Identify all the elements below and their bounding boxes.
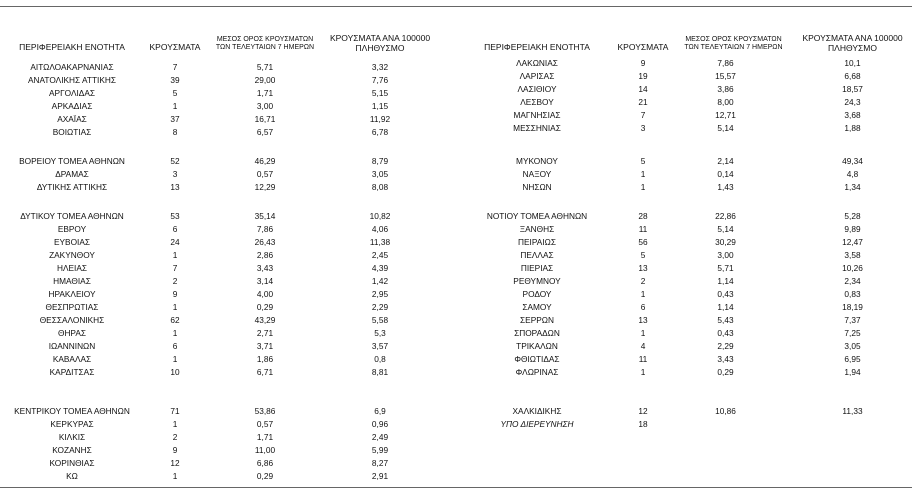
left-cell-cases: 3	[172, 169, 178, 179]
left-cell-cases: 1	[172, 328, 178, 338]
left-table-row	[0, 457, 912, 469]
right-cell-cases: 5	[640, 250, 646, 260]
left-cell-per-100k: 3,32	[371, 62, 389, 72]
left-cell-avg: 0,57	[256, 419, 274, 429]
left-cell-cases: 52	[170, 156, 180, 166]
left-cell-name: ΔΡΑΜΑΣ	[55, 169, 89, 179]
left-cell-avg: 35,14	[254, 211, 276, 221]
left-cell-avg: 3,14	[256, 276, 274, 286]
right-cell-per-100k: 11,33	[842, 406, 863, 416]
right-header-avg	[676, 36, 791, 52]
right-cell-name: ΛΑΣΙΘΙΟΥ	[517, 84, 557, 94]
left-cell-cases: 2	[172, 276, 178, 286]
right-table-row	[0, 83, 912, 95]
left-cell-per-100k: 11,92	[369, 114, 391, 124]
right-cell-name: ΧΑΛΚΙΔΙΚΗΣ	[512, 406, 562, 416]
left-cell-cases: 8	[172, 127, 178, 137]
left-header-avg-line1: ΜΕΣΟΣ ΟΡΟΣ ΚΡΟΥΣΜΑΤΩΝ	[216, 36, 314, 43]
right-cell-avg: 5,14	[717, 123, 734, 133]
right-cell-name: ΛΑΡΙΣΑΣ	[519, 71, 555, 81]
right-table-row	[0, 405, 912, 417]
left-cell-per-100k: 0,96	[371, 419, 389, 429]
left-cell-per-100k: 5,3	[374, 328, 386, 338]
right-table-row	[0, 288, 912, 300]
left-cell-per-100k: 1,15	[371, 101, 389, 111]
right-cell-avg: 0,14	[717, 169, 734, 179]
right-table-row	[0, 155, 912, 167]
left-cell-avg: 1,71	[256, 88, 274, 98]
left-cell-name: ΕΥΒΟΙΑΣ	[53, 237, 91, 247]
left-cell-avg: 26,43	[254, 237, 276, 247]
right-cell-per-100k: 18,19	[842, 302, 863, 312]
left-cell-name: ΕΒΡΟΥ	[57, 224, 87, 234]
left-header-avg-line2: ΤΩΝ ΤΕΛΕΥΤΑΙΩΝ 7 ΗΜΕΡΩΝ	[215, 44, 315, 52]
left-cell-avg: 6,57	[256, 127, 274, 137]
right-cell-name: ΦΘΙΩΤΙΔΑΣ	[514, 354, 560, 364]
left-cell-per-100k: 5,15	[371, 88, 389, 98]
right-cell-avg: 1,14	[717, 302, 734, 312]
right-cell-avg: 5,14	[717, 224, 734, 234]
right-cell-cases: 9	[640, 58, 646, 68]
left-cell-cases: 24	[170, 237, 180, 247]
right-cell-cases: 1	[640, 182, 646, 192]
left-cell-cases: 13	[170, 182, 180, 192]
right-table-row	[0, 314, 912, 326]
right-header-cases: ΚΡΟΥΣΜΑΤΑ	[617, 42, 669, 52]
right-cell-avg: 2,14	[717, 156, 734, 166]
right-table-row	[0, 109, 912, 121]
left-cell-per-100k: 6,78	[371, 127, 389, 137]
right-cell-name: ΦΛΩΡΙΝΑΣ	[515, 367, 559, 377]
left-cell-cases: 53	[170, 211, 180, 221]
right-cell-avg: 10,86	[715, 406, 736, 416]
left-cell-name: ΒΟΙΩΤΙΑΣ	[52, 127, 92, 137]
right-cell-name: ΥΠΟ ΔΙΕΡΕΥΝΗΣΗ	[500, 419, 574, 429]
right-cell-cases: 19	[638, 71, 648, 81]
left-cell-name: ΗΡΑΚΛΕΙΟΥ	[48, 289, 96, 299]
left-table-row	[0, 431, 912, 443]
right-cell-avg: 15,57	[715, 71, 736, 81]
right-cell-name: ΝΑΞΟΥ	[522, 169, 552, 179]
right-cell-avg: 1,14	[717, 276, 734, 286]
right-cell-cases: 56	[638, 237, 648, 247]
left-cell-per-100k: 2,45	[371, 250, 389, 260]
left-header-per100k	[325, 34, 435, 54]
left-cell-name: ΑΡΚΑΔΙΑΣ	[51, 101, 93, 111]
left-cell-name: ΙΩΑΝΝΙΝΩΝ	[48, 341, 96, 351]
left-cell-cases: 7	[172, 263, 178, 273]
right-cell-per-100k: 7,37	[844, 315, 861, 325]
right-header-avg-line1: ΜΕΣΟΣ ΟΡΟΣ ΚΡΟΥΣΜΑΤΩΝ	[685, 36, 782, 43]
left-cell-name: ΚΩ	[66, 471, 78, 481]
left-cell-cases: 1	[172, 471, 178, 481]
right-cell-avg: 12,71	[715, 110, 736, 120]
left-cell-cases: 39	[170, 75, 180, 85]
right-cell-cases: 21	[638, 97, 648, 107]
right-cell-name: ΡΕΘΥΜΝΟΥ	[513, 276, 561, 286]
bottom-rule	[0, 487, 912, 488]
left-cell-cases: 6	[172, 224, 178, 234]
right-cell-cases: 1	[640, 289, 646, 299]
right-table-row	[0, 168, 912, 180]
left-cell-per-100k: 11,38	[369, 237, 391, 247]
right-cell-name: ΜΥΚΟΝΟΥ	[516, 156, 558, 166]
left-cell-avg: 53,86	[254, 406, 276, 416]
left-cell-avg: 0,29	[256, 471, 274, 481]
right-cell-name: ΜΕΣΣΗΝΙΑΣ	[513, 123, 561, 133]
left-cell-avg: 1,86	[256, 354, 274, 364]
right-table-row	[0, 223, 912, 235]
left-cell-name: ΑΧΑΪΑΣ	[57, 114, 87, 124]
left-cell-avg: 7,86	[256, 224, 274, 234]
right-cell-per-100k: 2,34	[844, 276, 861, 286]
left-cell-name: ΚΕΡΚΥΡΑΣ	[50, 419, 94, 429]
right-cell-per-100k: 49,34	[842, 156, 863, 166]
right-cell-name: ΜΑΓΝΗΣΙΑΣ	[513, 110, 561, 120]
left-cell-per-100k: 0,8	[374, 354, 386, 364]
left-cell-name: ΗΛΕΙΑΣ	[56, 263, 88, 273]
left-cell-name: ΘΕΣΣΑΛΟΝΙΚΗΣ	[39, 315, 105, 325]
right-table-row	[0, 236, 912, 248]
right-cell-cases: 1	[640, 328, 646, 338]
right-cell-name: ΤΡΙΚΑΛΩΝ	[516, 341, 558, 351]
left-cell-avg: 0,29	[256, 302, 274, 312]
right-table-row	[0, 96, 912, 108]
right-cell-per-100k: 12,47	[842, 237, 863, 247]
right-cell-cases: 6	[640, 302, 646, 312]
left-cell-per-100k: 2,95	[371, 289, 389, 299]
right-cell-per-100k: 24,3	[844, 97, 861, 107]
right-cell-cases: 11	[638, 354, 648, 364]
left-cell-avg: 5,71	[256, 62, 274, 72]
left-cell-per-100k: 6,9	[374, 406, 386, 416]
left-header-per100k-line2: ΠΛΗΘΥΣΜΟ	[355, 42, 405, 53]
right-cell-per-100k: 4,8	[846, 169, 859, 179]
right-cell-avg: 3,86	[717, 84, 734, 94]
left-cell-cases: 6	[172, 341, 178, 351]
right-cell-per-100k: 10,26	[842, 263, 863, 273]
right-cell-name: ΣΕΡΡΩΝ	[520, 315, 554, 325]
right-cell-avg: 1,43	[717, 182, 734, 192]
left-cell-name: ΑΡΓΟΛΙΔΑΣ	[49, 88, 95, 98]
right-cell-per-100k: 6,95	[844, 354, 861, 364]
left-cell-cases: 12	[170, 458, 180, 468]
right-table-row	[0, 418, 912, 430]
right-cell-per-100k: 1,88	[844, 123, 861, 133]
left-cell-cases: 62	[170, 315, 180, 325]
left-cell-name: ΖΑΚΥΝΘΟΥ	[49, 250, 95, 260]
left-cell-per-100k: 10,82	[369, 211, 391, 221]
right-cell-per-100k: 18,57	[842, 84, 863, 94]
right-table-row	[0, 57, 912, 69]
right-header-per100k	[795, 34, 910, 54]
left-cell-avg: 1,71	[256, 432, 274, 442]
left-cell-per-100k: 4,06	[371, 224, 389, 234]
left-cell-cases: 9	[172, 289, 178, 299]
left-cell-name: ΔΥΤΙΚΟΥ ΤΟΜΕΑ ΑΘΗΝΩΝ	[20, 211, 124, 221]
right-cell-name: ΞΑΝΘΗΣ	[519, 224, 555, 234]
right-cell-avg: 22,86	[715, 211, 736, 221]
left-cell-per-100k: 5,99	[371, 445, 389, 455]
right-cell-avg: 7,86	[717, 58, 734, 68]
right-cell-cases: 14	[638, 84, 648, 94]
left-header-per100k-line1: ΚΡΟΥΣΜΑΤΑ ΑΝΑ 100000	[329, 33, 431, 43]
right-cell-avg: 0,43	[717, 289, 734, 299]
right-table-row	[0, 122, 912, 134]
left-cell-name: ΘΕΣΠΡΩΤΙΑΣ	[45, 302, 99, 312]
left-cell-per-100k: 2,91	[371, 471, 389, 481]
right-table-row	[0, 181, 912, 193]
left-cell-per-100k: 3,57	[371, 341, 389, 351]
right-cell-per-100k: 6,68	[844, 71, 861, 81]
right-cell-avg: 3,43	[717, 354, 734, 364]
right-table-row	[0, 262, 912, 274]
right-cell-cases: 3	[640, 123, 646, 133]
right-cell-avg: 3,00	[717, 250, 734, 260]
left-cell-avg: 46,29	[254, 156, 276, 166]
left-cell-cases: 2	[172, 432, 178, 442]
left-cell-avg: 3,00	[256, 101, 274, 111]
right-cell-per-100k: 1,34	[844, 182, 861, 192]
left-cell-per-100k: 1,42	[371, 276, 389, 286]
right-table-row	[0, 353, 912, 365]
left-cell-avg: 12,29	[254, 182, 276, 192]
right-cell-cases: 1	[640, 367, 646, 377]
right-table-row	[0, 70, 912, 82]
left-cell-cases: 1	[172, 302, 178, 312]
left-cell-name: ΚΕΝΤΡΙΚΟΥ ΤΟΜΕΑ ΑΘΗΝΩΝ	[14, 406, 130, 416]
left-cell-cases: 1	[172, 419, 178, 429]
left-cell-avg: 3,71	[256, 341, 274, 351]
right-table-row	[0, 301, 912, 313]
right-cell-name: ΣΠΟΡΑΔΩΝ	[514, 328, 560, 338]
right-cell-avg: 30,29	[715, 237, 736, 247]
right-cell-per-100k: 3,68	[844, 110, 861, 120]
right-cell-per-100k: 5,28	[844, 211, 861, 221]
left-cell-cases: 10	[170, 367, 180, 377]
left-cell-cases: 9	[172, 445, 178, 455]
left-cell-name: ΘΗΡΑΣ	[57, 328, 87, 338]
right-cell-avg: 8,00	[717, 97, 734, 107]
left-table-row	[0, 444, 912, 456]
left-cell-avg: 4,00	[256, 289, 274, 299]
right-cell-avg: 5,43	[717, 315, 734, 325]
right-header-region: ΠΕΡΙΦΕΡΕΙΑΚΗ ΕΝΟΤΗΤΑ	[484, 42, 590, 52]
right-cell-per-100k: 7,25	[844, 328, 861, 338]
right-cell-name: ΛΑΚΩΝΙΑΣ	[516, 58, 558, 68]
right-table-row	[0, 366, 912, 378]
top-rule	[0, 6, 912, 7]
right-cell-avg: 2,29	[717, 341, 734, 351]
right-header-per100k-line2: ΠΛΗΘΥΣΜΟ	[828, 42, 877, 53]
right-cell-per-100k: 0,83	[844, 289, 861, 299]
left-cell-avg: 29,00	[254, 75, 276, 85]
right-cell-avg: 0,43	[717, 328, 734, 338]
left-cell-per-100k: 8,79	[371, 156, 389, 166]
left-cell-avg: 0,57	[256, 169, 274, 179]
left-table-row	[0, 470, 912, 482]
left-cell-per-100k: 8,08	[371, 182, 389, 192]
left-cell-avg: 16,71	[254, 114, 276, 124]
left-cell-name: ΑΙΤΩΛΟΑΚΑΡΝΑΝΙΑΣ	[30, 62, 114, 72]
right-cell-name: ΠΕΙΡΑΙΩΣ	[518, 237, 556, 247]
right-cell-per-100k: 3,05	[844, 341, 861, 351]
right-cell-cases: 12	[638, 406, 648, 416]
right-cell-name: ΠΙΕΡΙΑΣ	[520, 263, 554, 273]
right-table-row	[0, 249, 912, 261]
right-cell-avg: 5,71	[717, 263, 734, 273]
right-cell-name: ΠΕΛΛΑΣ	[520, 250, 554, 260]
right-table-row	[0, 340, 912, 352]
right-table-row	[0, 210, 912, 222]
right-cell-cases: 18	[638, 419, 648, 429]
right-cell-cases: 13	[638, 315, 648, 325]
left-cell-per-100k: 2,49	[371, 432, 389, 442]
left-cell-cases: 71	[170, 406, 180, 416]
left-cell-cases: 5	[172, 88, 178, 98]
left-cell-avg: 6,86	[256, 458, 274, 468]
left-cell-cases: 1	[172, 250, 178, 260]
left-cell-name: ΒΟΡΕΙΟΥ ΤΟΜΕΑ ΑΘΗΝΩΝ	[19, 156, 125, 166]
right-table-row	[0, 327, 912, 339]
right-cell-cases: 11	[638, 224, 648, 234]
right-cell-name: ΝΗΣΩΝ	[522, 182, 552, 192]
left-cell-per-100k: 8,27	[371, 458, 389, 468]
left-cell-avg: 11,00	[254, 445, 276, 455]
right-cell-per-100k: 10,1	[844, 58, 861, 68]
left-cell-per-100k: 3,05	[371, 169, 389, 179]
left-cell-cases: 1	[172, 354, 178, 364]
right-cell-avg: 0,29	[717, 367, 734, 377]
right-cell-per-100k: 9,89	[844, 224, 861, 234]
right-cell-cases: 4	[640, 341, 646, 351]
left-cell-cases: 7	[172, 62, 178, 72]
right-cell-cases: 2	[640, 276, 646, 286]
left-cell-cases: 1	[172, 101, 178, 111]
left-cell-name: ΚΙΛΚΙΣ	[58, 432, 86, 442]
left-cell-cases: 37	[170, 114, 180, 124]
left-cell-per-100k: 4,39	[371, 263, 389, 273]
right-header-avg-line2: ΤΩΝ ΤΕΛΕΥΤΑΙΩΝ 7 ΗΜΕΡΩΝ	[684, 44, 783, 52]
right-cell-cases: 28	[638, 211, 648, 221]
left-cell-per-100k: 2,29	[371, 302, 389, 312]
left-header-avg	[210, 36, 320, 52]
right-cell-name: ΝΟΤΙΟΥ ΤΟΜΕΑ ΑΘΗΝΩΝ	[486, 211, 588, 221]
right-cell-cases: 13	[638, 263, 648, 273]
right-cell-per-100k: 1,94	[844, 367, 861, 377]
right-cell-per-100k: 3,58	[844, 250, 861, 260]
left-cell-avg: 3,43	[256, 263, 274, 273]
left-cell-avg: 6,71	[256, 367, 274, 377]
left-cell-avg: 43,29	[254, 315, 276, 325]
left-cell-per-100k: 5,58	[371, 315, 389, 325]
left-cell-name: ΚΟΡΙΝΘΙΑΣ	[49, 458, 95, 468]
right-cell-cases: 7	[640, 110, 646, 120]
right-cell-name: ΡΟΔΟΥ	[522, 289, 552, 299]
left-cell-name: ΚΑΡΔΙΤΣΑΣ	[49, 367, 95, 377]
left-cell-name: ΗΜΑΘΙΑΣ	[53, 276, 91, 286]
right-cell-cases: 5	[640, 156, 646, 166]
left-cell-name: ΔΥΤΙΚΗΣ ΑΤΤΙΚΗΣ	[36, 182, 108, 192]
right-cell-name: ΛΕΣΒΟΥ	[520, 97, 554, 107]
right-cell-cases: 1	[640, 169, 646, 179]
left-cell-name: ΚΑΒΑΛΑΣ	[52, 354, 92, 364]
right-table-row	[0, 275, 912, 287]
left-header-cases: ΚΡΟΥΣΜΑΤΑ	[149, 42, 201, 52]
left-cell-per-100k: 8,81	[371, 367, 389, 377]
left-cell-avg: 2,86	[256, 250, 274, 260]
right-header-per100k-line1: ΚΡΟΥΣΜΑΤΑ ΑΝΑ 100000	[802, 33, 903, 43]
left-cell-per-100k: 7,76	[371, 75, 389, 85]
left-cell-avg: 2,71	[256, 328, 274, 338]
left-cell-name: ΚΟΖΑΝΗΣ	[52, 445, 92, 455]
right-cell-name: ΣΑΜΟΥ	[522, 302, 552, 312]
left-cell-name: ΑΝΑΤΟΛΙΚΗΣ ΑΤΤΙΚΗΣ	[27, 75, 117, 85]
left-header-region: ΠΕΡΙΦΕΡΕΙΑΚΗ ΕΝΟΤΗΤΑ	[19, 42, 125, 52]
